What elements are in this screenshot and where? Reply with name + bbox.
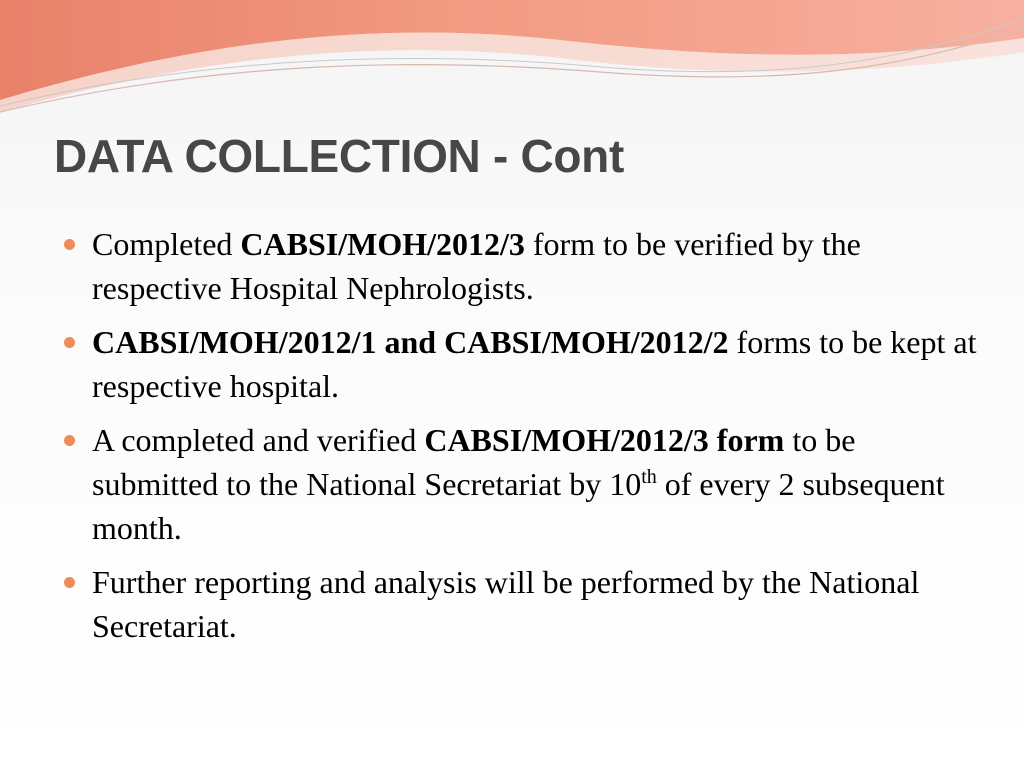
bullet-bold-text: CABSI/MOH/2012/3 form <box>424 422 785 458</box>
bullet-plain-text: forms to be kept at respective hospital. <box>92 324 977 404</box>
bullet-text <box>92 226 861 306</box>
slide-title: DATA COLLECTION - Cont <box>54 130 624 182</box>
bullet-plain-text: Further reporting and analysis will be performed by the National Secretariat. <box>92 564 920 644</box>
bullet-plain-text: to be submitted to the National Secretariat by 10 <box>92 422 856 502</box>
bullet-dot-icon <box>64 337 75 348</box>
bullet-plain-text: of every 2 subsequent month. <box>92 466 945 546</box>
bullet-bold-text: CABSI/MOH/2012/1 and CABSI/MOH/2012/2 <box>92 324 729 360</box>
bullet-superscript: th <box>641 466 657 488</box>
bullet-dot-icon <box>64 239 75 250</box>
bullet-item <box>62 320 982 408</box>
header-swoosh-decoration <box>0 0 1024 120</box>
bullet-text <box>92 324 976 404</box>
bullet-item <box>62 560 982 648</box>
bullet-plain-text: Completed <box>92 226 241 262</box>
bullet-text <box>92 564 919 644</box>
bullet-plain-text: form to be verified by the respective Hospital Nephrologists. <box>92 226 861 306</box>
bullet-dot-icon <box>64 577 75 588</box>
bullet-plain-text: A completed and verified <box>92 422 425 458</box>
bullet-dot-icon <box>64 435 75 446</box>
bullet-list <box>62 222 982 658</box>
bullet-text <box>92 422 945 546</box>
bullet-item <box>62 222 982 310</box>
bullet-item <box>62 418 982 550</box>
bullet-bold-text: CABSI/MOH/2012/3 <box>240 226 525 262</box>
